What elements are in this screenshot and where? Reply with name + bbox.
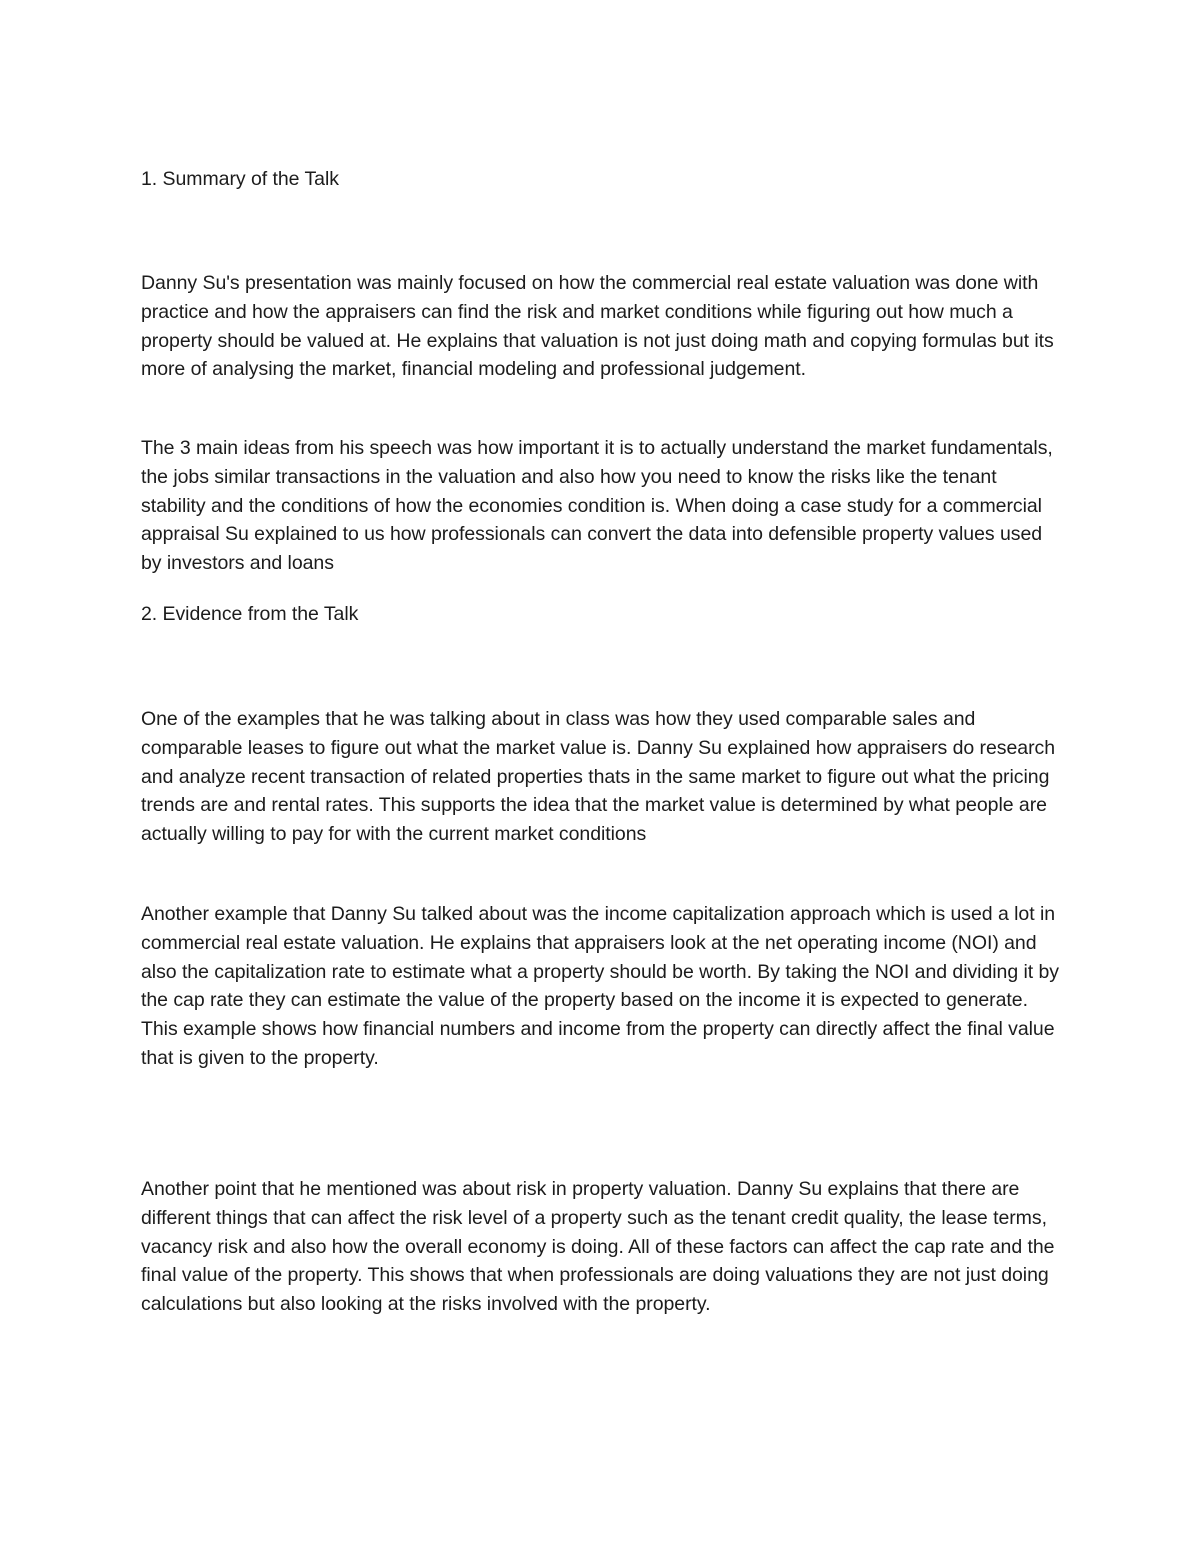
evidence-paragraph-3: Another point that he mentioned was about risk in property valuation. Danny Su explains that there are different things that can affect the risk level of a property such as the tenant credit quality, the lease terms, vacancy risk and also how the overall economy is doing. All of these factors can affect the cap rate and the final value of the property. This shows that when professionals are doing valuations they are not just doing calculations but also looking at the risks involved with the property.	[141, 1178, 1055, 1316]
evidence-paragraph-2: Another example that Danny Su talked about was the income capitalization approach which is used a lot in commercial real estate valuation. He explains that appraisers look at the net operating income (NOI) and also the capitalization rate to estimate what a property should be worth. By taking the NOI and dividing it by the cap rate they can estimate the value of the property based on the income it is expected to generate. This example shows how financial numbers and income from the property can directly affect the final value that is given to the property.	[141, 903, 1060, 1069]
evidence-paragraph-1: One of the examples that he was talking about in class was how they used comparable sales and comparable leases to figure out what the market value is. Danny Su explained how appraisers do research and analyze recent transaction of related properties thats in the same market to figure out what the pricing trends are and rental rates. This supports the idea that the market value is determined by what people are actually willing to pay for with the current market conditions	[141, 708, 1056, 846]
section-2-heading: 2. Evidence from the Talk	[141, 603, 359, 625]
section-1-heading: 1. Summary of the Talk	[141, 168, 339, 190]
summary-paragraph-1: Danny Su's presentation was mainly focused on how the commercial real estate valuation was done with practice and how the appraisers can find the risk and market conditions while figuring out how much a property should be valued at. He explains that valuation is not just doing math and copying formulas but its more of analysing the market, financial modeling and professional judgement.	[141, 272, 1054, 381]
summary-paragraph-2: The 3 main ideas from his speech was how important it is to actually understand the market fundamentals, the jobs similar transactions in the valuation and also how you need to know the risks like the tenant stability and the conditions of how the economies condition is. When doing a case study for a commercial appraisal Su explained to us how professionals can convert the data into defensible property values used by investors and loans	[141, 437, 1053, 575]
